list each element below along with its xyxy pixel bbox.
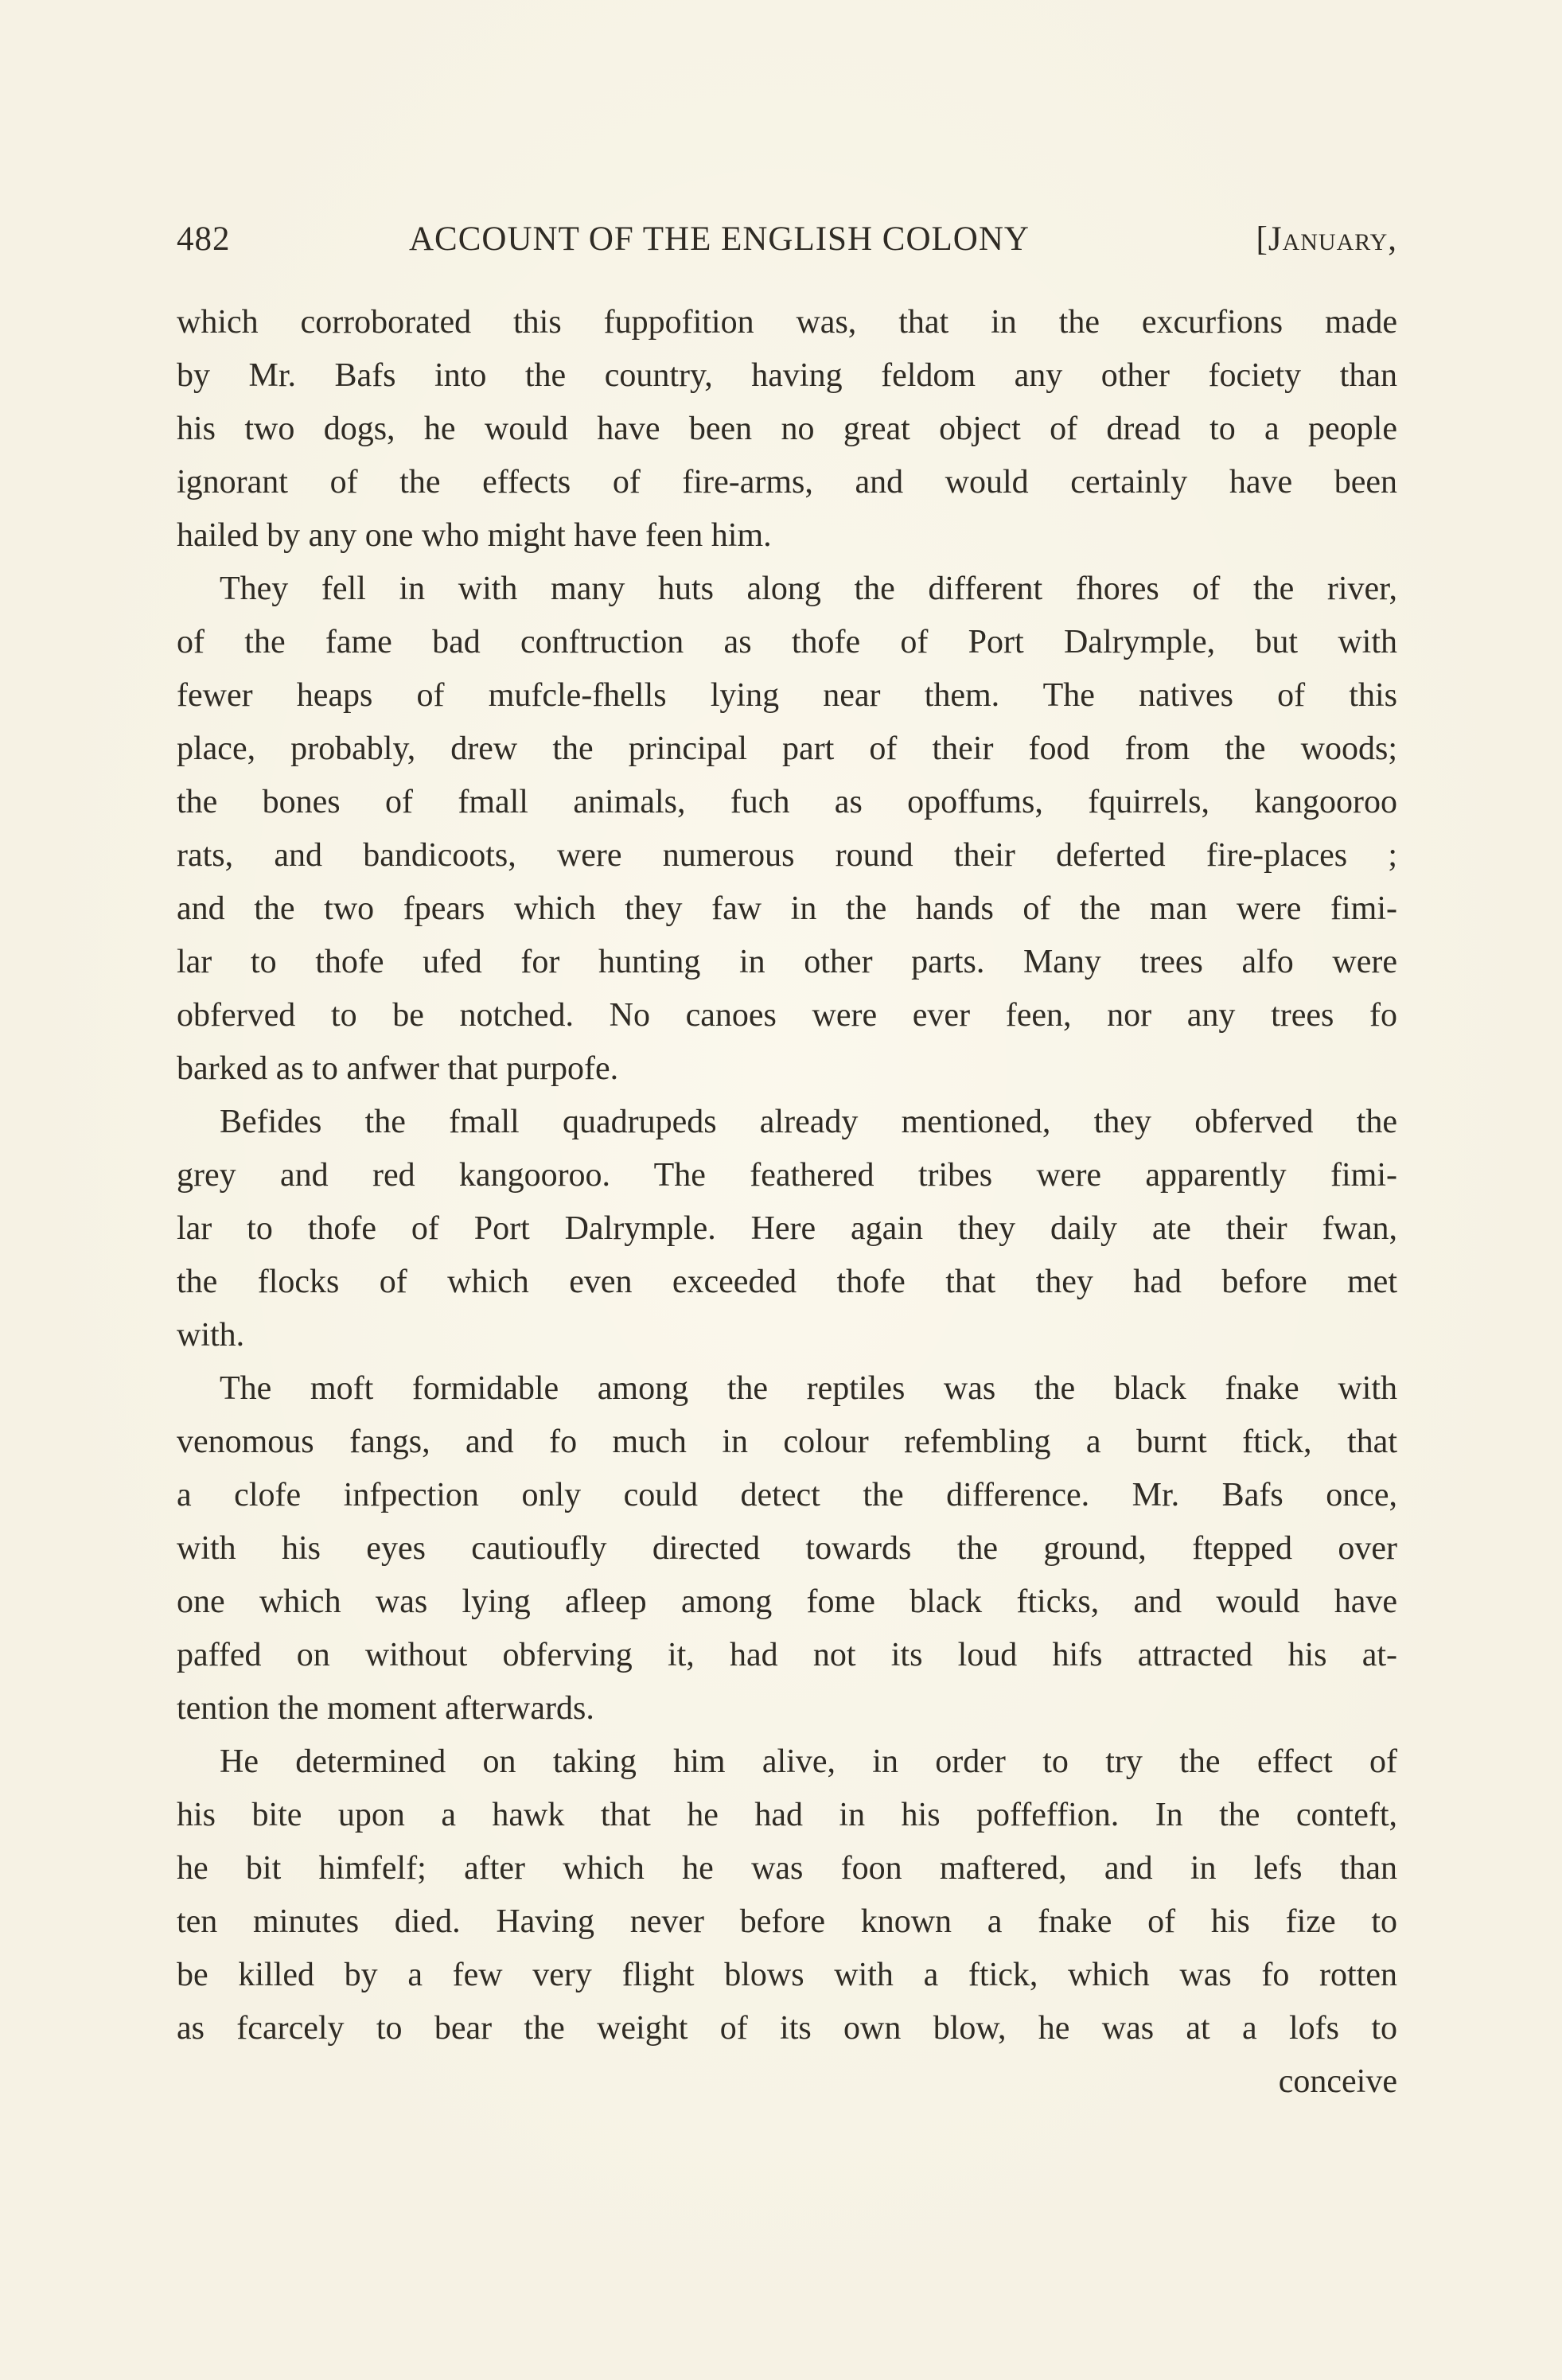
text-line: of the fame bad conftruction as thofe of Port Dalrymple, but with <box>177 624 1397 660</box>
text-line: a clofe infpection only could detect the difference. Mr. Bafs once, <box>177 1477 1397 1513</box>
text-line: one which was lying afleep among fome black fticks, and would have <box>177 1583 1397 1620</box>
text-line: which corroborated this fuppofition was, that in the excurfions made <box>177 304 1397 341</box>
running-month: [January, <box>1256 220 1397 258</box>
text-line: he bit himfelf; after which he was foon maftered, and in lefs than <box>177 1850 1397 1887</box>
paragraph-first-line: They fell in with many huts along the different fhores of the river, <box>220 571 1397 607</box>
text-line: his two dogs, he would have been no great object of dread to a people <box>177 411 1397 447</box>
text-line: tention the moment afterwards. <box>177 1690 594 1727</box>
paragraph-first-line: He determined on taking him alive, in order to try the effect of <box>220 1743 1397 1780</box>
text-line: the flocks of which even exceeded thofe that they had before met <box>177 1264 1397 1300</box>
text-line: as fcarcely to bear the weight of its own blow, he was at a lofs to <box>177 2010 1397 2047</box>
text-line: grey and red kangooroo. The feathered tribes were apparently fimi- <box>177 1157 1397 1194</box>
paragraph-first-line: Befides the fmall quadrupeds already mentioned, they obferved the <box>220 1104 1397 1140</box>
text-line: and the two fpears which they faw in the hands of the man were fimi- <box>177 890 1397 927</box>
text-line: lar to thofe of Port Dalrymple. Here again they daily ate their fwan, <box>177 1210 1397 1247</box>
text-line: fewer heaps of mufcle-fhells lying near them. The natives of this <box>177 677 1397 714</box>
text-line: ignorant of the effects of fire-arms, and would certainly have been <box>177 464 1397 501</box>
text-line: with his eyes cautioufly directed towards the ground, ftepped over <box>177 1530 1397 1567</box>
text-line: the bones of fmall animals, fuch as opoffums, fquirrels, kangooroo <box>177 784 1397 820</box>
text-line: by Mr. Bafs into the country, having feldom any other fociety than <box>177 357 1397 394</box>
text-line: his bite upon a hawk that he had in his poffeffion. In the conteft, <box>177 1797 1397 1833</box>
text-line: paffed on without obferving it, had not its loud hifs attracted his at- <box>177 1637 1397 1673</box>
catchword: conceive <box>1278 2063 1397 2100</box>
text-line: hailed by any one who might have feen him. <box>177 517 772 554</box>
text-line: be killed by a few very flight blows with a ftick, which was fo rotten <box>177 1957 1397 1993</box>
text-line: place, probably, drew the principal part of their food from the woods; <box>177 730 1397 767</box>
text-line: venomous fangs, and fo much in colour refembling a burnt ftick, that <box>177 1424 1397 1460</box>
text-line: obferved to be notched. No canoes were ever feen, nor any trees fo <box>177 997 1397 1034</box>
paragraph-first-line: The moft formidable among the reptiles was the black fnake with <box>220 1370 1397 1407</box>
running-title: ACCOUNT OF THE ENGLISH COLONY <box>409 220 1030 258</box>
text-line: with. <box>177 1317 245 1354</box>
text-line: lar to thofe ufed for hunting in other parts. Many trees alfo were <box>177 944 1397 980</box>
page-number: 482 <box>177 220 231 258</box>
running-head <box>177 213 1397 269</box>
text-line: rats, and bandicoots, were numerous round their deferted fire-places ; <box>177 837 1397 874</box>
text-line: ten minutes died. Having never before known a fnake of his fize to <box>177 1903 1397 1940</box>
body-text <box>177 296 1397 2109</box>
text-line: barked as to anfwer that purpofe. <box>177 1050 619 1087</box>
